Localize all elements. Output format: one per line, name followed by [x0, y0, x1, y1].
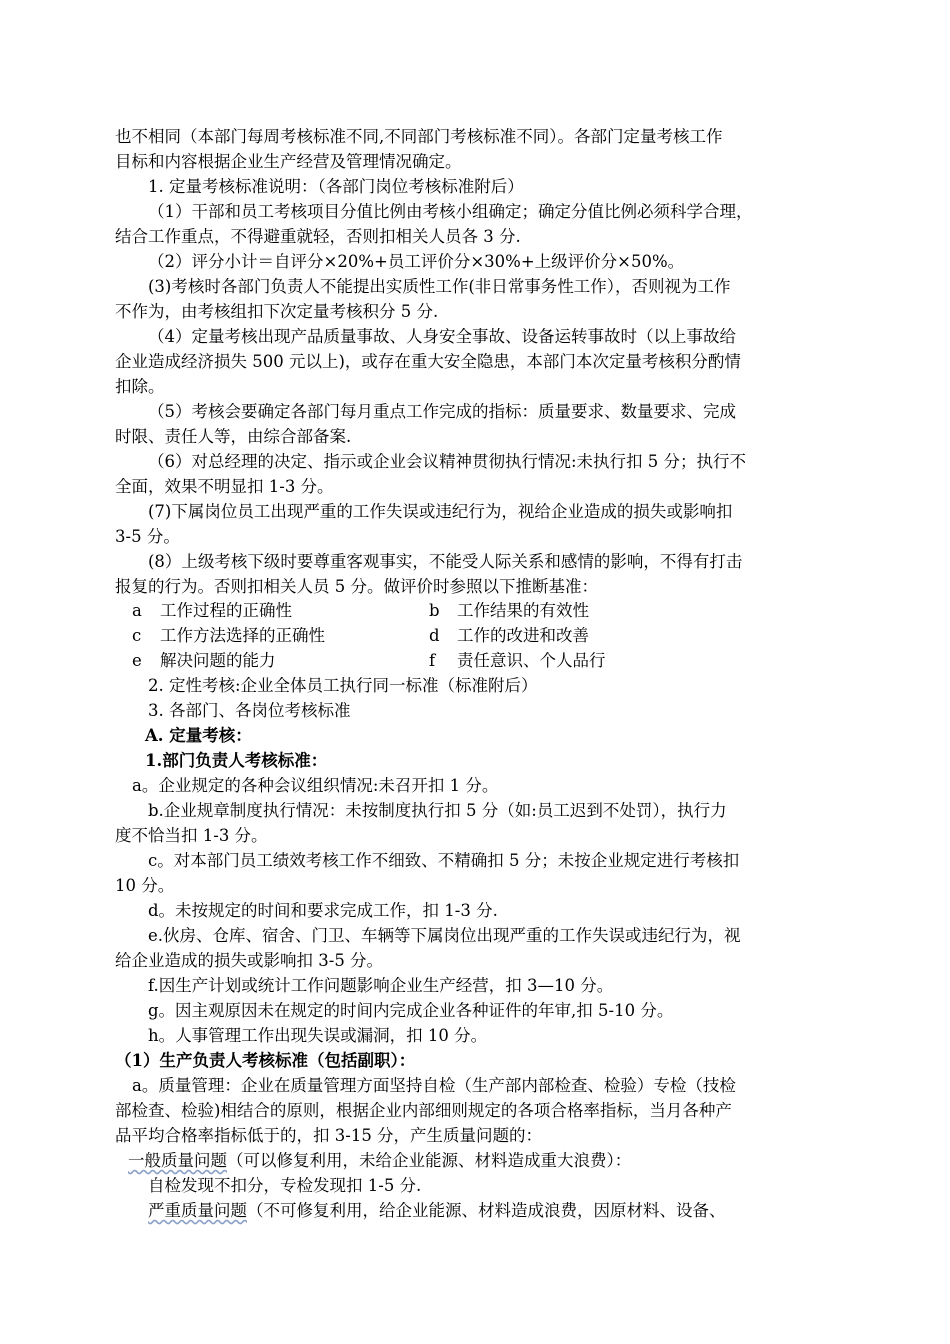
text-line: (7)下属岗位员工出现严重的工作失误或违纪行为，视给企业造成的损失或影响扣 [148, 502, 733, 521]
text-line: 10 分。 [115, 876, 175, 895]
text-line: 也不相同（本部门每周考核标准不同,不同部门考核标准不同）。各部门定量考核工作 [115, 127, 723, 146]
text-line: 给企业造成的损失或影响扣 3-5 分。 [115, 951, 384, 970]
criteria-key: c [132, 626, 142, 645]
text-line: 部检查、检验)相结合的原则，根据企业内部细则规定的各项合格率指标，当月各种产 [115, 1101, 732, 1120]
text-line: （2）评分小计＝自评分×20%+员工评价分×30%+上级评价分×50%。 [148, 252, 685, 271]
text-line: (3)考核时各部门负责人不能提出实质性工作(非日常事务性工作），否则视为工作 [148, 277, 731, 296]
serious-quality-term: 严重质量问题 [148, 1201, 247, 1220]
criteria-item: 工作方法选择的正确性 [160, 626, 325, 645]
text-line: a。企业规定的各种会议组织情况:未召开扣 1 分。 [132, 776, 499, 795]
text-line: 度不恰当扣 1-3 分。 [115, 826, 268, 845]
criteria-key: a [132, 601, 142, 620]
text-line: 自检发现不扣分，专检发现扣 1-5 分. [148, 1176, 422, 1195]
text-line: 1. 定量考核标准说明：（各部门岗位考核标准附后） [148, 177, 524, 196]
text-line: （5）考核会要确定各部门每月重点工作完成的指标：质量要求、数量要求、完成 [148, 402, 736, 421]
text-line: 全面，效果不明显扣 1-3 分。 [115, 477, 334, 496]
text-line: e.伙房、仓库、宿舍、门卫、车辆等下属岗位出现严重的工作失误或违纪行为，视 [148, 926, 741, 945]
text-line: 目标和内容根据企业生产经营及管理情况确定。 [115, 152, 462, 171]
text-span: （可以修复利用，未给企业能源、材料造成重大浪费）： [227, 1151, 632, 1170]
criteria-key: f [429, 651, 436, 670]
text-line: 报复的行为。否则扣相关人员 5 分。做评价时参照以下推断基准： [115, 577, 598, 596]
criteria-key: b [429, 601, 440, 620]
criteria-item: 责任意识、个人品行 [457, 651, 606, 670]
section-heading: 1.部门负责人考核标准： [145, 751, 328, 770]
text-line: （1）干部和员工考核项目分值比例由考核小组确定；确定分值比例必须科学合理， [148, 202, 753, 221]
text-line [148, 1201, 726, 1221]
text-line: (8）上级考核下级时要尊重客观事实，不能受人际关系和感情的影响，不得有打击 [148, 552, 743, 571]
text-line: a。质量管理：企业在质量管理方面坚持自检（生产部内部检查、检验）专检（技检 [132, 1076, 736, 1095]
text-line: h。人事管理工作出现失误或漏洞，扣 10 分。 [148, 1026, 488, 1045]
text-line: 3-5 分。 [115, 527, 180, 546]
criteria-key: d [429, 626, 440, 645]
section-heading: A. 定量考核： [145, 726, 252, 745]
text-line: b.企业规章制度执行情况：未按制度执行扣 5 分（如:员工迟到不处罚），执行力 [148, 801, 727, 820]
section-heading: （1）生产负责人考核标准（包括副职）： [115, 1051, 416, 1070]
text-line: d。未按规定的时间和要求完成工作，扣 1-3 分. [148, 901, 498, 920]
criteria-item: 解决问题的能力 [160, 651, 276, 670]
text-line: 扣除。 [115, 377, 165, 396]
text-line: 2. 定性考核:企业全体员工执行同一标准（标准附后） [148, 676, 538, 695]
criteria-item: 工作过程的正确性 [160, 601, 292, 620]
text-line: 企业造成经济损失 500 元以上)，或存在重大安全隐患，本部门本次定量考核积分酌情 [115, 352, 741, 371]
text-line: 品平均合格率指标低于的，扣 3-15 分，产生质量问题的： [115, 1126, 543, 1145]
text-line: （4）定量考核出现产品质量事故、人身安全事故、设备运转事故时（以上事故给 [148, 327, 736, 346]
criteria-item: 工作的改进和改善 [457, 626, 589, 645]
criteria-item: 工作结果的有效性 [457, 601, 589, 620]
text-line: c。对本部门员工绩效考核工作不细致、不精确扣 5 分；未按企业规定进行考核扣 [148, 851, 740, 870]
criteria-key: e [132, 651, 142, 670]
text-line: g。因主观原因未在规定的时间内完成企业各种证件的年审,扣 5-10 分。 [148, 1001, 674, 1020]
text-span: （不可修复利用，给企业能源、材料造成浪费，因原材料、设备、 [247, 1201, 726, 1220]
text-line: 不作为，由考核组扣下次定量考核积分 5 分. [115, 302, 439, 321]
text-line: f.因生产计划或统计工作问题影响企业生产经营，扣 3—10 分。 [148, 976, 614, 995]
general-quality-term: 一般质量问题 [128, 1151, 227, 1170]
text-line: 结合工作重点，不得避重就轻，否则扣相关人员各 3 分. [115, 227, 521, 246]
text-line: 3. 各部门、各岗位考核标准 [148, 701, 351, 720]
text-line: 时限、责任人等，由综合部备案. [115, 427, 352, 446]
text-line [128, 1151, 631, 1171]
text-line: （6）对总经理的决定、指示或企业会议精神贯彻执行情况:未执行扣 5 分；执行不 [148, 452, 747, 471]
